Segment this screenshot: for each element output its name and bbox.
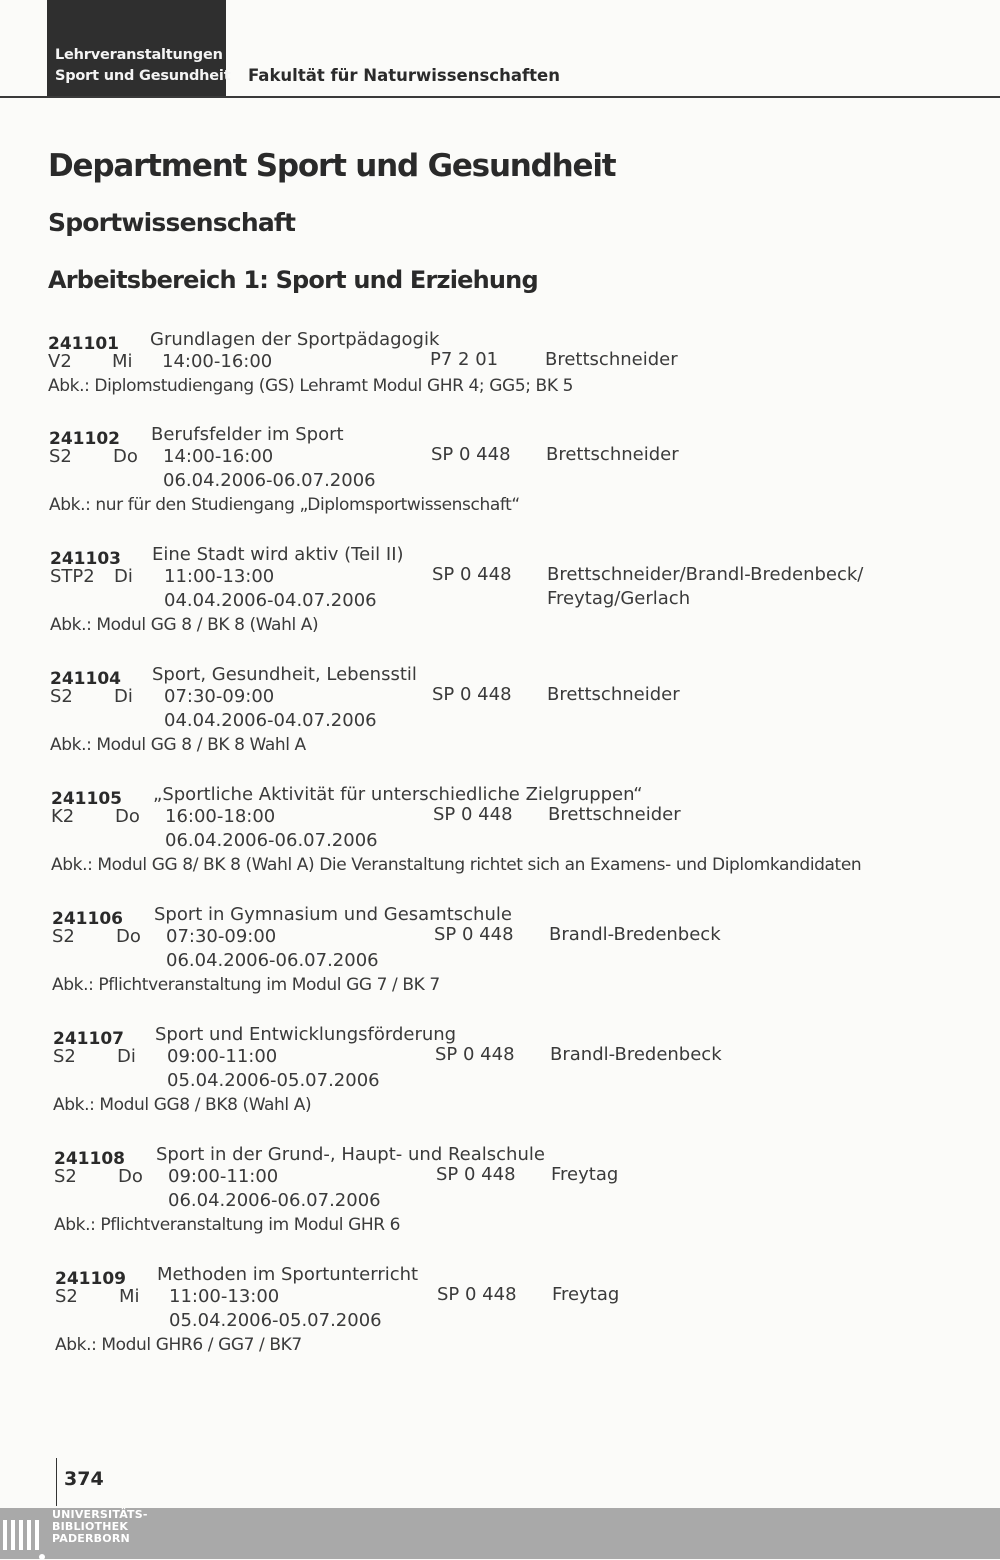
department-heading: Department Sport und Gesundheit: [48, 148, 616, 184]
course-time: 09:00-11:00: [168, 1166, 279, 1187]
course-time: 11:00-13:00: [164, 566, 275, 587]
course-note: Abk.: Diplomstudiengang (GS) Lehramt Modul GHR 4; GG5; BK 5: [48, 376, 573, 396]
course-room: SP 0 448: [432, 684, 512, 705]
course-dates: 06.04.2006-06.07.2006: [168, 1190, 381, 1211]
course-number: 241108: [54, 1149, 125, 1169]
course-room: SP 0 448: [433, 804, 513, 825]
course-note: Abk.: Modul GHR6 / GG7 / BK7: [55, 1335, 302, 1355]
course-day: Do: [113, 446, 138, 467]
course-number: 241109: [55, 1269, 126, 1289]
course-dates: 06.04.2006-06.07.2006: [163, 470, 376, 491]
course-entry: [48, 329, 948, 423]
course-type: S2: [49, 446, 72, 467]
course-dates: 06.04.2006-06.07.2006: [165, 830, 378, 851]
course-title: Methoden im Sportunterricht: [157, 1264, 419, 1285]
course-title: Sport und Entwicklungsförderung: [155, 1024, 457, 1045]
course-number: 241102: [49, 429, 120, 449]
course-number: 241103: [50, 549, 121, 569]
course-number: 241105: [51, 789, 122, 809]
course-time: 11:00-13:00: [169, 1286, 280, 1307]
course-dates: 05.04.2006-05.07.2006: [169, 1310, 382, 1331]
course-note: Abk.: Modul GG 8 / BK 8 Wahl A: [50, 735, 306, 755]
course-day: Do: [115, 806, 140, 827]
course-room: SP 0 448: [432, 564, 512, 585]
course-lecturer: Brettschneider: [548, 804, 681, 825]
course-time: 09:00-11:00: [167, 1046, 278, 1067]
course-number: 241104: [50, 669, 121, 689]
course-room: P7 2 01: [430, 349, 499, 370]
course-type: V2: [48, 351, 72, 372]
course-dates: 04.04.2006-04.07.2006: [164, 710, 377, 731]
section-heading: Sportwissenschaft: [48, 208, 296, 237]
course-number: 241101: [48, 334, 119, 354]
library-footer: [0, 1508, 1000, 1559]
course-title: Grundlagen der Sportpädagogik: [150, 329, 440, 350]
course-time: 14:00-16:00: [163, 446, 274, 467]
course-room: SP 0 448: [431, 444, 511, 465]
course-day: Di: [114, 686, 133, 707]
course-day: Mi: [112, 351, 133, 372]
course-entry: [49, 424, 949, 518]
page-number: 374: [64, 1468, 104, 1490]
course-number: 241107: [53, 1029, 124, 1049]
course-note: Abk.: Modul GG 8/ BK 8 (Wahl A) Die Veranstaltung richtet sich an Examens- und Diplomkandidaten: [51, 855, 862, 875]
course-entry: [50, 664, 950, 758]
course-lecturer: Brandl-Bredenbeck: [549, 924, 721, 945]
course-time: 07:30-09:00: [164, 686, 275, 707]
course-note: Abk.: Pflichtveranstaltung im Modul GHR 6: [54, 1215, 401, 1235]
header-rule: [0, 96, 1000, 98]
course-room: SP 0 448: [434, 924, 514, 945]
course-time: 07:30-09:00: [166, 926, 277, 947]
area-heading: Arbeitsbereich 1: Sport und Erziehung: [48, 266, 538, 294]
course-day: Di: [117, 1046, 136, 1067]
course-title: Eine Stadt wird aktiv (Teil II): [152, 544, 404, 565]
course-type: S2: [52, 926, 75, 947]
faculty-title: Fakultät für Naturwissenschaften: [248, 66, 560, 85]
course-entry: [54, 1144, 954, 1238]
course-day: Mi: [119, 1286, 140, 1307]
header-tab: [47, 0, 231, 97]
course-entry: [53, 1024, 953, 1118]
course-type: K2: [51, 806, 75, 827]
course-note: Abk.: nur für den Studiengang „Diplomsportwissenschaft“: [49, 495, 520, 515]
tab-line-1: Lehrveranstaltungen: [55, 47, 223, 63]
course-lecturer: Brettschneider: [545, 349, 678, 370]
course-lecturer: Brettschneider: [546, 444, 679, 465]
course-lecturer: Freytag: [551, 1164, 619, 1185]
course-entry: [55, 1264, 955, 1358]
course-lecturer: Brandl-Bredenbeck: [550, 1044, 722, 1065]
course-lecturer: Brettschneider/Brandl-Bredenbeck/: [547, 564, 864, 585]
course-entry: [50, 544, 950, 638]
course-type: STP2: [50, 566, 95, 587]
library-name: [52, 1509, 148, 1545]
library-name-line-2: BIBLIOTHEK: [52, 1520, 129, 1533]
course-title: Sport in der Grund-, Haupt- und Realschule: [156, 1144, 545, 1165]
library-logo-icon: [3, 1512, 47, 1556]
course-dates: 05.04.2006-05.07.2006: [167, 1070, 380, 1091]
tab-line-2: Sport und Gesundheit: [55, 68, 231, 84]
course-lecturer: Brettschneider: [547, 684, 680, 705]
course-lecturer: Freytag: [552, 1284, 620, 1305]
library-name-line-1: UNIVERSITÄTS-: [52, 1508, 148, 1521]
course-day: Do: [116, 926, 141, 947]
course-dates: 06.04.2006-06.07.2006: [166, 950, 379, 971]
course-dates: 04.04.2006-04.07.2006: [164, 590, 377, 611]
course-note: Abk.: Modul GG8 / BK8 (Wahl A): [53, 1095, 312, 1115]
course-title: Berufsfelder im Sport: [151, 424, 344, 445]
course-lecturer-continued: Freytag/Gerlach: [547, 588, 691, 609]
course-title: Sport, Gesundheit, Lebensstil: [152, 664, 417, 685]
course-entry: [52, 904, 952, 998]
course-time: 14:00-16:00: [162, 351, 273, 372]
course-note: Abk.: Pflichtveranstaltung im Modul GG 7 / BK 7: [52, 975, 440, 995]
page-number-rule: [56, 1458, 57, 1506]
course-type: S2: [55, 1286, 78, 1307]
course-room: SP 0 448: [437, 1284, 517, 1305]
course-day: Di: [114, 566, 133, 587]
course-day: Do: [118, 1166, 143, 1187]
course-number: 241106: [52, 909, 123, 929]
library-name-line-3: PADERBORN: [52, 1532, 130, 1545]
course-room: SP 0 448: [436, 1164, 516, 1185]
course-type: S2: [53, 1046, 76, 1067]
course-type: S2: [54, 1166, 77, 1187]
course-title: „Sportliche Aktivität für unterschiedliche Zielgruppen“: [153, 784, 643, 805]
course-note: Abk.: Modul GG 8 / BK 8 (Wahl A): [50, 615, 319, 635]
course-title: Sport in Gymnasium und Gesamtschule: [154, 904, 512, 925]
course-type: S2: [50, 686, 73, 707]
course-time: 16:00-18:00: [165, 806, 276, 827]
course-room: SP 0 448: [435, 1044, 515, 1065]
course-entry: [51, 784, 951, 878]
